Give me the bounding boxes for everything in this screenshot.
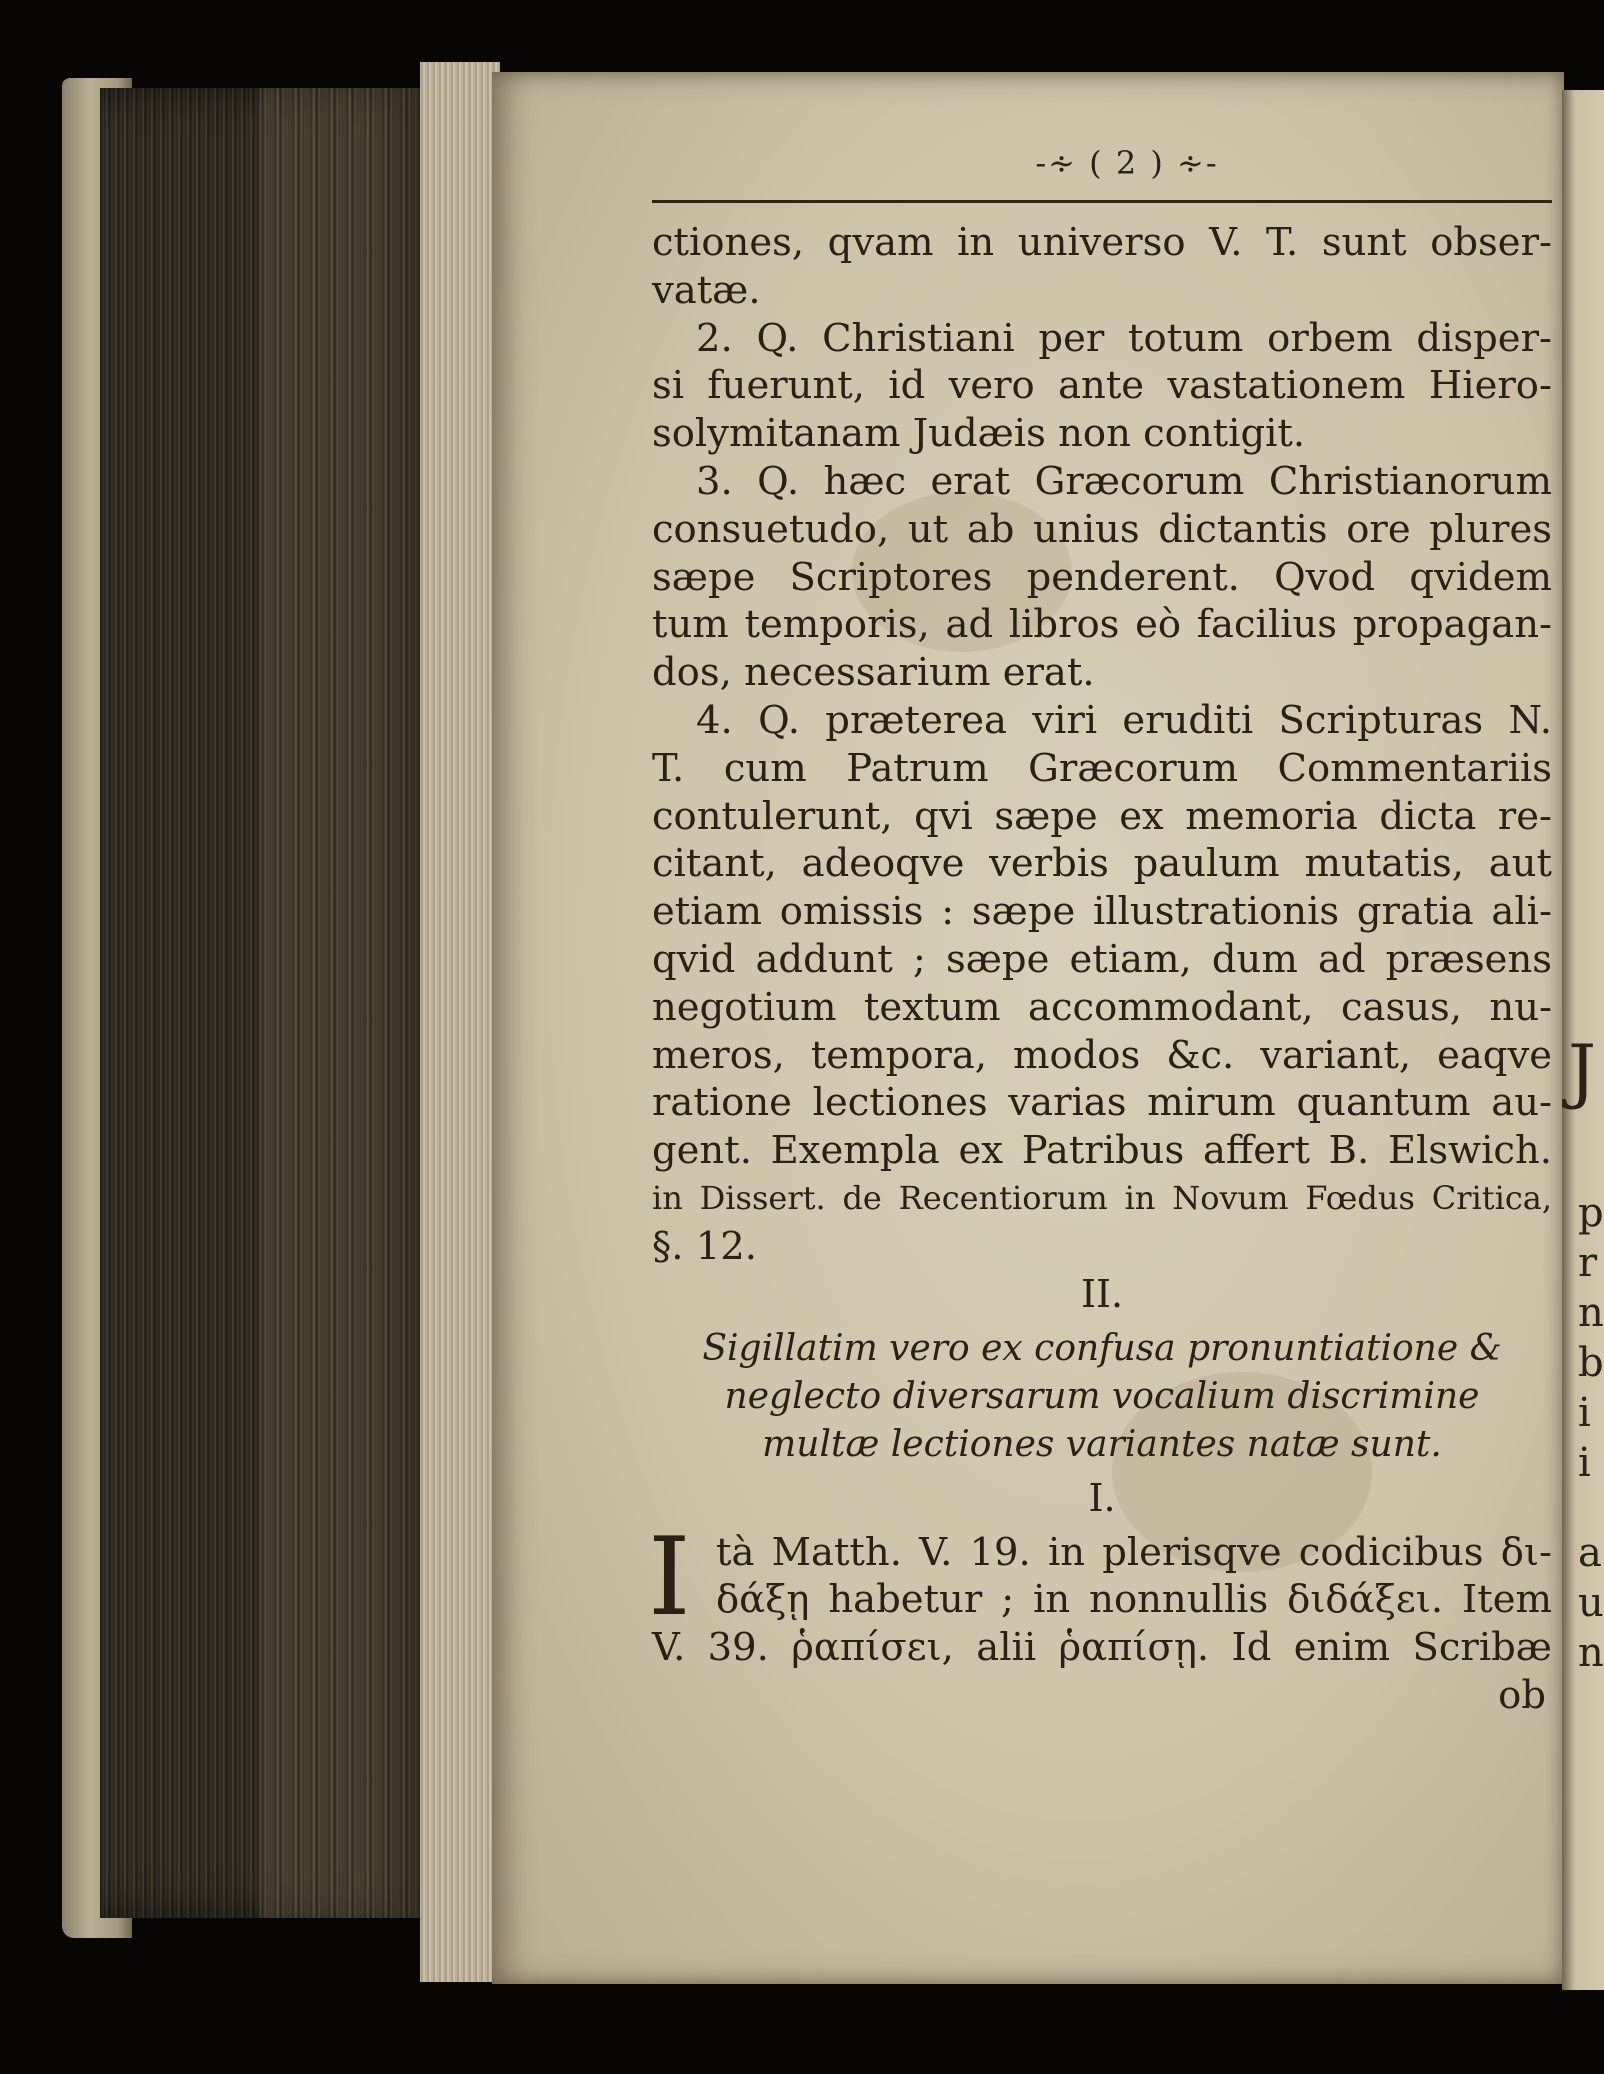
book-fore-edge-highlight: [260, 88, 430, 1918]
text-line: δάξῃ habetur ; in nonnullis διδάξει. Item: [716, 1577, 1552, 1623]
text-line: 3. Q. hæc erat Græcorum Christianorum: [696, 458, 1552, 504]
text-line: gent. Exempla ex Patribus affert B. Elswich.: [652, 1128, 1552, 1174]
heading-line: neglecto diversarum vocalium discrimine: [724, 1375, 1480, 1417]
page-stack: [420, 62, 500, 1982]
facing-letter: n: [1578, 1290, 1604, 1336]
text-line: consuetudo, ut ab unius dictantis ore plures: [652, 506, 1552, 552]
text-line: meros, tempora, modos &c. variant, eaqve: [652, 1032, 1552, 1078]
heading-line: multæ lectiones variantes natæ sunt.: [762, 1423, 1442, 1465]
facing-letter: b: [1578, 1340, 1604, 1386]
text-line: contulerunt, qvi sæpe ex memoria dicta re-: [652, 793, 1552, 839]
text-line: 2. Q. Christiani per totum orbem disper-: [696, 315, 1552, 361]
subsection-numeral: I.: [1088, 1475, 1116, 1520]
section-heading: [652, 1325, 1552, 1469]
facing-letter: i: [1578, 1440, 1591, 1486]
facing-letter: J: [1568, 1030, 1597, 1112]
text-line: V. 39. ῥαπίσει, alii ῥαπίσῃ. Id enim Scribæ: [652, 1625, 1552, 1671]
facing-letter: i: [1578, 1390, 1591, 1436]
text-line: dos, necessarium erat.: [652, 650, 1095, 696]
facing-letter: p: [1578, 1190, 1604, 1236]
heading-line: Sigillatim vero ex confusa pronuntiatione &: [702, 1327, 1502, 1369]
text-line: ctiones, qvam in universo V. T. sunt obser-: [652, 220, 1552, 265]
drop-cap: I: [648, 1514, 691, 1640]
text-line: solymitanam Judæis non contigit.: [652, 411, 1306, 457]
text-line: 4. Q. præterea viri eruditi Scripturas N.: [696, 697, 1552, 743]
page-header: -∻ ( 2 ) ∻-: [1035, 144, 1219, 182]
text-line: T. cum Patrum Græcorum Commentariis: [652, 745, 1552, 791]
text-line: citant, adeoqve verbis paulum mutatis, aut: [652, 841, 1552, 887]
text-line: si fuerunt, id vero ante vastationem Hiero-: [652, 363, 1552, 409]
facing-letter: a: [1578, 1530, 1602, 1576]
page-text: [648, 140, 1552, 1720]
text-line: vatæ.: [652, 267, 761, 313]
section-numeral: II.: [1080, 1271, 1124, 1316]
facing-letter: n: [1578, 1630, 1604, 1676]
catchword: ob: [1498, 1672, 1546, 1718]
facing-page-edge: [1562, 90, 1604, 1990]
text-line: etiam omissis : sæpe illustrationis gratia ali-: [652, 889, 1552, 935]
text-line: tum temporis, ad libros eò facilius propagan-: [652, 602, 1552, 648]
text-line: §. 12.: [652, 1223, 757, 1269]
text-line: ratione lectiones varias mirum quantum au-: [652, 1080, 1552, 1126]
text-line: qvid addunt ; sæpe etiam, dum ad præsens: [652, 936, 1552, 982]
text-line: negotium textum accommodant, casus, nu-: [652, 984, 1552, 1030]
paragraph-with-drop-cap: [648, 1514, 1552, 1672]
facing-letter: u: [1578, 1580, 1604, 1626]
text-line: tà Matth. V. 19. in plerisqve codicibus δι-: [716, 1529, 1552, 1575]
text-line: in Dissert. de Recentiorum in Novum Fœdus Critica,: [652, 1178, 1552, 1217]
facing-letter: r: [1578, 1240, 1598, 1286]
header-rule: [652, 200, 1552, 203]
text-line: sæpe Scriptores penderent. Qvod qvidem: [652, 554, 1552, 600]
